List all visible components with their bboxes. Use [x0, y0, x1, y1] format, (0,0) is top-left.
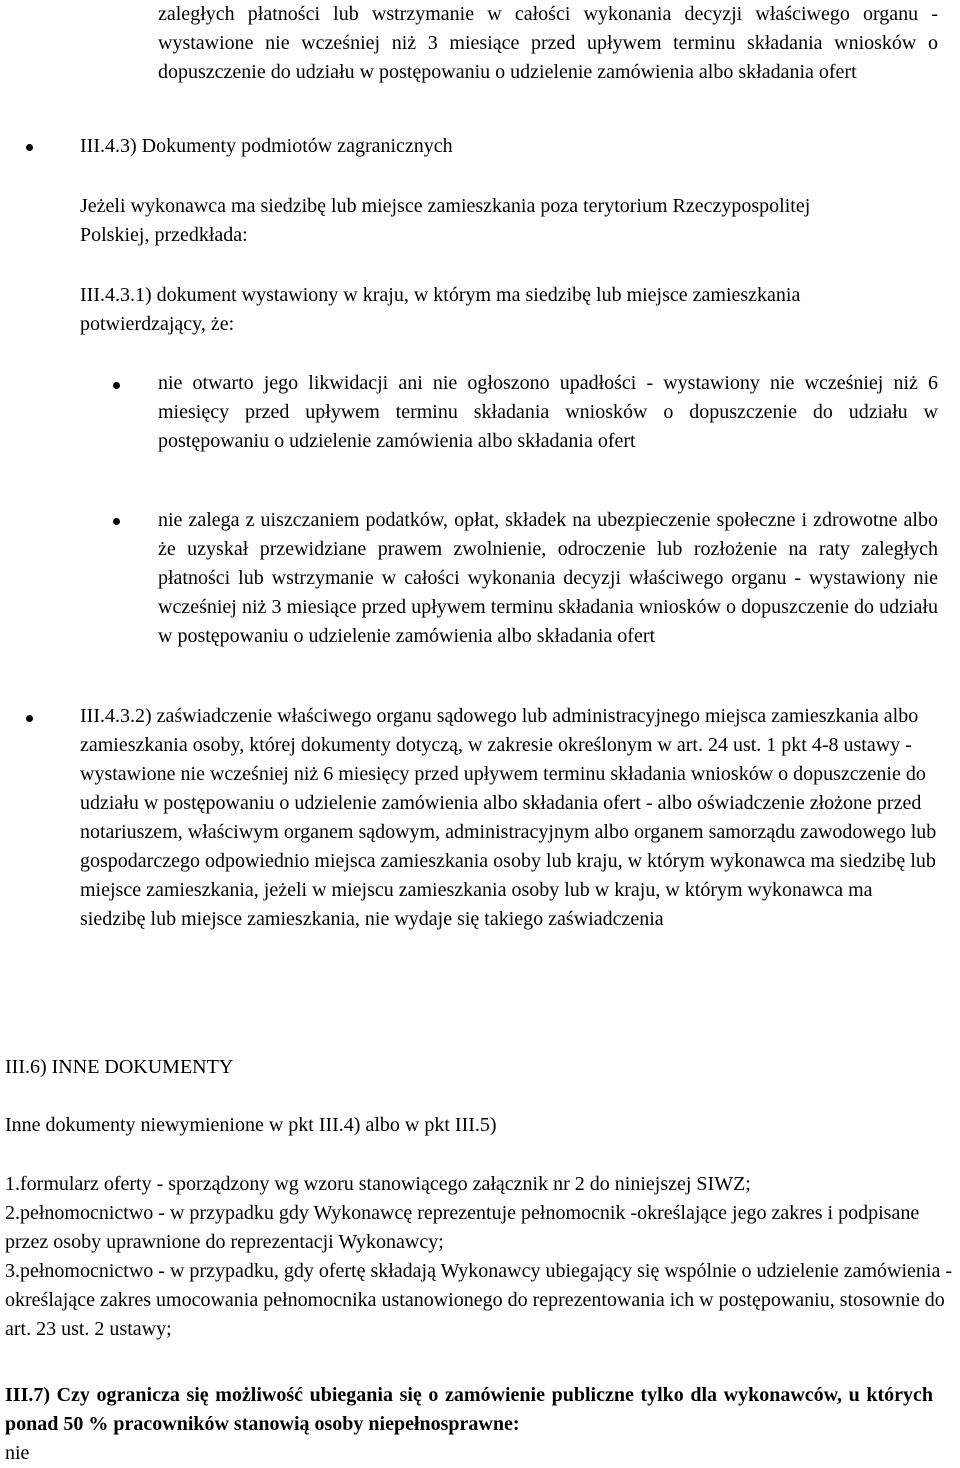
sub-bullet-1: nie otwarto jego likwidacji ani nie ogłoszono upadłości - wystawiony nie wcześniej niż 6 miesięcy przed upływem terminu składania wniosków o dopuszczenie do udziału w postępowaniu o udzielenie zamówienia albo składania ofert: [158, 372, 938, 452]
section-heading-343: III.4.3) Dokumenty podmiotów zagranicznych: [80, 135, 453, 157]
bullet-icon: [26, 715, 33, 722]
bullet-icon: [113, 518, 120, 525]
item-3432: III.4.3.2) zaświadczenie właściwego organu sądowego lub administracyjnego miejsca zamieszkania albo zamieszkania osoby, której dokumenty dotyczą, w zakresie określonym w art. 24 ust. 1 pkt 4-8 ustawy - wystawione nie wcześniej niż 6 miesięcy przed upływem terminu składania wniosków o dopuszczenie do udziału w postępowaniu o udzielenie zamówienia albo składania ofert - albo oświadczenie złożone przed notariuszem, właściwym organem sądowym, administracyjnym albo organem samorządu zawodowego lub gospodarczego odpowiednio miejsca zamieszkania osoby lub kraju, w którym wykonawca ma siedzibę lub miejsce zamieszkania, jeżeli w miejscu zamieszkania osoby lub w kraju, w którym wykonawca ma siedzibę lub miejsce zamieszkania, nie wydaje się takiego zaświadczenia: [80, 705, 937, 930]
continuation-paragraph: zaległych płatności lub wstrzymanie w całości wykonania decyzji właściwego organu - wystawione nie wcześniej niż 3 miesiące przed upływem terminu składania wniosków o dopuszczenie do udziału w postępowaniu o udzielenie zamówienia albo składania ofert: [158, 3, 938, 83]
bullet-icon: [26, 144, 33, 151]
sub-bullet-2: nie zalega z uiszczaniem podatków, opłat, składek na ubezpieczenie społeczne i zdrowotne albo że uzyskał przewidziane prawem zwolnienie, odroczenie lub rozłożenie na raty zaległych płatności lub wstrzymanie w całości wykonania decyzji właściwego organu - wystawiony nie wcześniej niż 3 miesiące przed upływem terminu składania wniosków o dopuszczenie do udziału w postępowaniu o udzielenie zamówienia albo składania ofert: [158, 509, 938, 647]
section-question-37: III.7) Czy ogranicza się możliwość ubiegania się o zamówienie publiczne tylko dla wykonawców, u których ponad 50 % pracowników stanowią osoby niepełnosprawne:: [5, 1384, 933, 1435]
item-3431-intro: III.4.3.1) dokument wystawiony w kraju, w którym ma siedzibę lub miejsce zamieszkania potwierdzający, że:: [80, 284, 801, 335]
section-answer-37: nie: [5, 1442, 30, 1464]
section-heading-36: III.6) INNE DOKUMENTY: [5, 1056, 234, 1078]
section-intro-36: Inne dokumenty niewymienione w pkt III.4) albo w pkt III.5): [5, 1114, 497, 1136]
bullet-icon: [113, 382, 120, 389]
list-item: 3.pełnomocnictwo - w przypadku, gdy ofertę składają Wykonawcy ubiegający się wspólnie o udzielenie zamówienia - określające zakres umocowania pełnomocnika ustanowionego do reprezentowania ich w postępowaniu, stosownie do art. 23 ust. 2 ustawy;: [5, 1260, 953, 1340]
document-list: [5, 1170, 960, 1344]
list-item: 1.formularz oferty - sporządzony wg wzoru stanowiącego załącznik nr 2 do niniejszej SIWZ;: [5, 1173, 751, 1195]
section-intro-343: Jeżeli wykonawca ma siedzibę lub miejsce zamieszkania poza terytorium Rzeczypospolitej Polskiej, przedkłada:: [80, 195, 811, 246]
list-item: 2.pełnomocnictwo - w przypadku gdy Wykonawcę reprezentuje pełnomocnik -określające jego zakres i podpisane przez osoby uprawnione do reprezentacji Wykonawcy;: [5, 1202, 920, 1253]
